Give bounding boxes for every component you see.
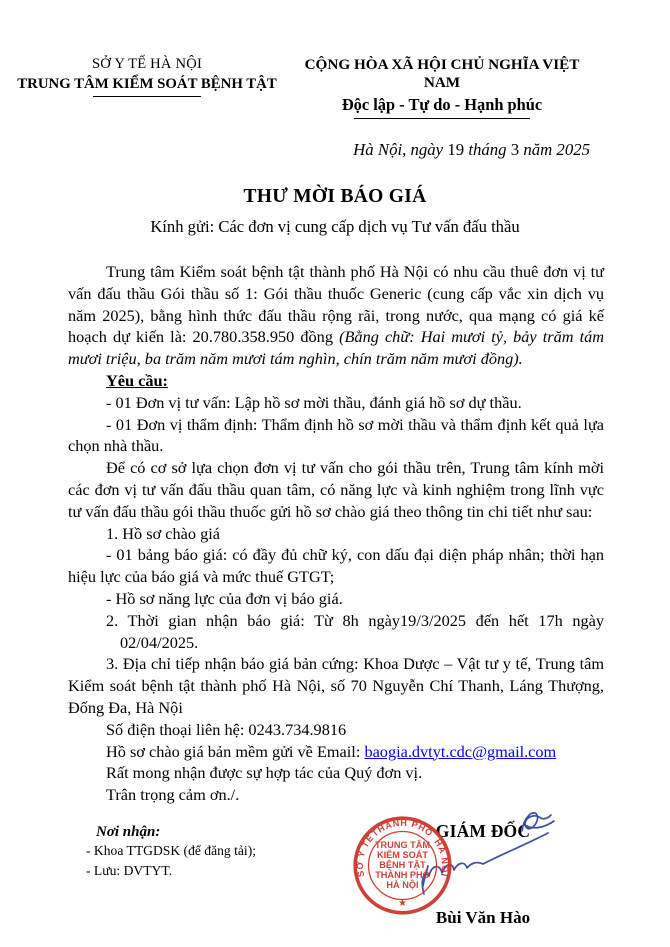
stamp-center-line: BỆNH TẬT [379, 859, 426, 870]
motto-underline [354, 118, 530, 119]
salutation-line: Kính gửi: Các đơn vị cung cấp dịch vụ Tư vấn đấu thầu [150, 217, 520, 236]
text-segment: Để có cơ sở lựa chọn đơn vị tư vấn cho gói thầu trên, Trung tâm kính mời các đơn vị tư vấn đấu thầu quan tâm, có năng lực và kinh nghiệm trong lĩnh vực tư vấn đấu thầu gói thầu thuốc gửi hồ sơ chào giá theo thông tin chi tiết như sau: [68, 458, 604, 521]
national-title: CỘNG HÒA XÃ HỘI CHỦ NGHĨA VIỆT NAM [304, 56, 580, 91]
text-segment: - Hồ sơ năng lực của đơn vị báo giá. [106, 588, 343, 608]
text-segment: Rất mong nhận được sự hợp tác của Quý đơn vị. [106, 763, 423, 783]
text-segment: Yêu cầu: [106, 370, 168, 390]
text-segment: tháng [464, 140, 511, 159]
text-segment: 02/04/2025. [120, 632, 199, 652]
recipients-label: Nơi nhận: [96, 823, 161, 840]
phone-line [68, 719, 604, 741]
stamp-star-icon: ★ [398, 897, 407, 909]
closing-line [68, 762, 604, 784]
email-link[interactable]: baogia.dvtyt.cdc@gmail.com [364, 741, 557, 761]
agency-name: TRUNG TÂM KIỂM SOÁT BỆNH TẬT [17, 76, 277, 92]
stamp-ring-text: THÀNH PHỐ [369, 817, 436, 839]
email-line [68, 741, 604, 763]
text-segment: 19 [447, 140, 465, 159]
stamp-ring-text: HÀ NỘI [432, 837, 451, 878]
text-segment: 1. Hồ sơ chào giá [106, 523, 220, 543]
text-segment: - 01 Đơn vị tư vấn: Lập hồ sơ mời thầu, đánh giá hồ sơ dự thầu. [106, 392, 522, 412]
text-segment: - 01 Đơn vị thẩm định: Thẩm định hồ sơ mời thầu và thẩm định kết quả lựa chọn nhà thầu. [68, 414, 604, 456]
numbered-item-2 [68, 610, 604, 632]
text-segment: năm 2025 [519, 140, 590, 159]
requirement-item [68, 392, 604, 414]
text-segment: (Bằng chữ: Hai mươi tỷ, bảy trăm tám mươi triệu, ba trăm năm mươi tám nghìn, chín trăm năm mươi đồng). [68, 327, 604, 369]
page-title: THƯ MỜI BÁO GIÁ [243, 186, 427, 207]
national-motto: Độc lập - Tự do - Hạnh phúc [341, 95, 543, 114]
numbered-item-3 [68, 653, 604, 718]
stamp-center-line: KIỂM SOÁT [376, 849, 429, 860]
official-stamp [351, 814, 454, 917]
recipients-block [86, 824, 256, 881]
signature-area [0, 806, 670, 947]
stamp-center-line: TRUNG TÂM [374, 839, 431, 850]
list-item [68, 544, 604, 588]
stamp-ring-text: SỞ Y TẾ [354, 832, 376, 878]
signer-name: Bùi Văn Hào [435, 907, 531, 927]
text-segment: 2. Thời gian nhận báo giá: Từ 8h ngày19/3/2025 đến hết 17h ngày [106, 610, 604, 630]
list-item [68, 588, 604, 610]
national-motto-block [292, 56, 592, 119]
intro-paragraph [68, 261, 604, 370]
numbered-item-2-continuation [120, 632, 604, 654]
text-segment: Hồ sơ chào giá bản mềm gửi về Email: [106, 741, 365, 761]
text-segment: Trung tâm Kiểm soát bệnh tật thành phố Hà Nội có nhu cầu thuê đơn vị tư vấn đấu thầu Gói thầu số 1: Gói thầu thuốc Generic (cung cấp vắc xin dịch vụ năm 2025), bằng hình thức đấu thầu rộng rãi, trong nước, qua mạng có giá kế hoạch dự kiến là: 20.780.358.950 đồng [68, 262, 604, 347]
agency-underline [93, 96, 201, 97]
date-line [0, 140, 670, 160]
text-segment: Trân trọng cảm ơn./. [106, 785, 240, 805]
stamp-center-line: HÀ NỘI [386, 879, 419, 890]
invitation-paragraph [68, 457, 604, 522]
text-segment: 3. Địa chỉ tiếp nhận báo giá bản cứng: Khoa Dược – Vật tư y tế, Trung tâm Kiểm soát bệnh tật thành phố Hà Nội, số 70 Nguyễn Chí Thanh, Láng Thượng, Đống Đa, Hà Nội [68, 654, 604, 717]
text-segment: - 01 bảng báo giá: có đầy đủ chữ ký, con dấu đại diện pháp nhân; thời hạn hiệu lực của báo giá và mức thuế GTGT; [68, 545, 604, 587]
text-segment: 3 [510, 140, 520, 159]
requirement-item [68, 414, 604, 458]
signer-title: GIÁM ĐỐC [435, 820, 531, 841]
document-header [0, 0, 670, 119]
issuing-agency-block [10, 56, 284, 119]
recipient-item: - Lưu: DVTYT. [86, 862, 173, 878]
text-segment: Số điện thoại liên hệ: 0243.734.9816 [106, 719, 347, 739]
requirements-heading [68, 370, 604, 392]
numbered-item-1 [68, 523, 604, 545]
parent-agency-name: SỞ Y TẾ HÀ NỘI [91, 56, 203, 72]
text-segment: Hà Nội, ngày [353, 140, 448, 159]
stamp-center-line: THÀNH PHỐ [375, 869, 430, 880]
recipient-item: - Khoa TTGDSK (để đăng tải); [86, 842, 257, 858]
closing-line [68, 784, 604, 806]
body-paragraphs [0, 261, 670, 806]
